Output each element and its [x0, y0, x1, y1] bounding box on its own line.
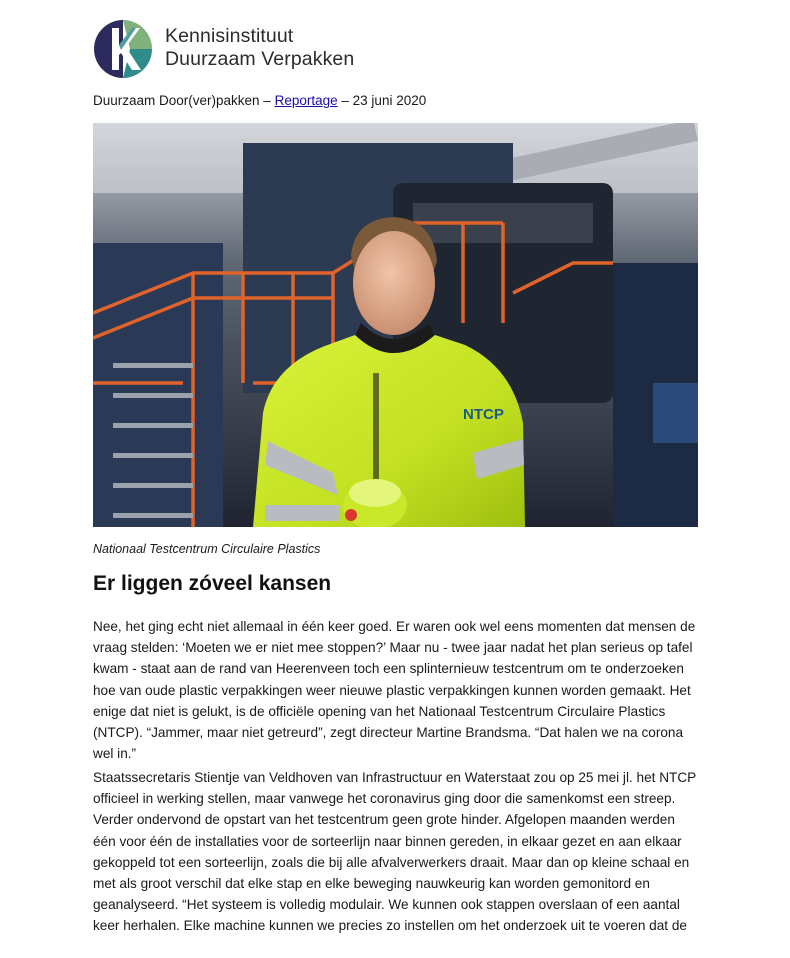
- logo-line-1: Kennisinstituut: [165, 25, 294, 47]
- paragraph-line: vraag stelden: ‘Moeten we er niet mee stoppen?’ Maar nu - twee jaar nadat het plan serieus op tafel: [93, 640, 693, 656]
- reportage-link[interactable]: Reportage: [274, 93, 338, 108]
- article-meta: [93, 93, 426, 108]
- article-paragraph-2: [93, 767, 701, 937]
- paragraph-line: keer herhalen. Elke machine kunnen we precies zo instellen om het onderzoek uit te voeren dat de: [93, 918, 687, 934]
- brand-logo: [92, 18, 362, 82]
- jacket-ntcp-text: NTCP: [463, 406, 504, 423]
- paragraph-line: (NTCP). “Jammer, maar niet getreurd”, zegt directeur Martine Brandsma. “Dat halen we na corona: [93, 725, 684, 741]
- article-paragraph-1: [93, 616, 701, 764]
- logo-k-mark-icon: [92, 18, 154, 80]
- paragraph-line: kwam - staat aan de rand van Heerenveen toch een splinternieuw testcentrum om te onderzoeken: [93, 661, 684, 677]
- paragraph-line: gekoppeld tot een sorteerlijn, zoals die bij alle afvalverwerkers draait. Maar dan op kleine schaal en: [93, 854, 690, 870]
- paragraph-line: één voor één de installaties voor de sorteerlijn naar binnen gereden, in elkaar gezet en aan elkaar: [93, 833, 682, 849]
- paragraph-line: geanalyseerd. “Het systeem is volledig modulair. We kunnen ook stappen overslaan of een aantal: [93, 897, 680, 913]
- article-headline: Er liggen zóveel kansen: [93, 572, 332, 595]
- paragraph-line: met als groot verschil dat elke stap en elke beweging nauwkeurig kan worden gemonitord en: [93, 876, 650, 892]
- meta-date: – 23 juni 2020: [341, 93, 427, 108]
- meta-series: Duurzaam Door(ver)pakken –: [93, 93, 271, 108]
- hero-photo-illustration: [93, 123, 698, 527]
- paragraph-line: officieel in werking stellen, maar vanwege het coronavirus ging door die samenkomst een streep.: [93, 791, 676, 807]
- paragraph-line: Nee, het ging echt niet allemaal in één keer goed. Er waren ook wel eens momenten dat mensen de: [93, 619, 696, 634]
- hero-photo: [93, 123, 698, 527]
- paragraph-line: enige dat niet is gelukt, is de officiële opening van het Nationaal Testcentrum Circulaire Plastics: [93, 703, 666, 719]
- paragraph-line: Verder ondervond de opstart van het testcentrum geen grote hinder. Afgelopen maanden werden: [93, 812, 675, 828]
- logo-wordmark: [165, 25, 354, 71]
- logo-line-2: Duurzaam Verpakken: [165, 48, 355, 70]
- paragraph-line: hoe van oude plastic verpakkingen weer nieuwe plastic verpakkingen kunnen worden gemaakt. Het: [93, 682, 691, 698]
- photo-caption: Nationaal Testcentrum Circulaire Plastics: [93, 542, 321, 556]
- paragraph-line: Staatssecretaris Stientje van Veldhoven van Infrastructuur en Waterstaat zou op 25 mei jl. het NTCP: [93, 770, 697, 785]
- paragraph-line: wel in.”: [93, 746, 137, 762]
